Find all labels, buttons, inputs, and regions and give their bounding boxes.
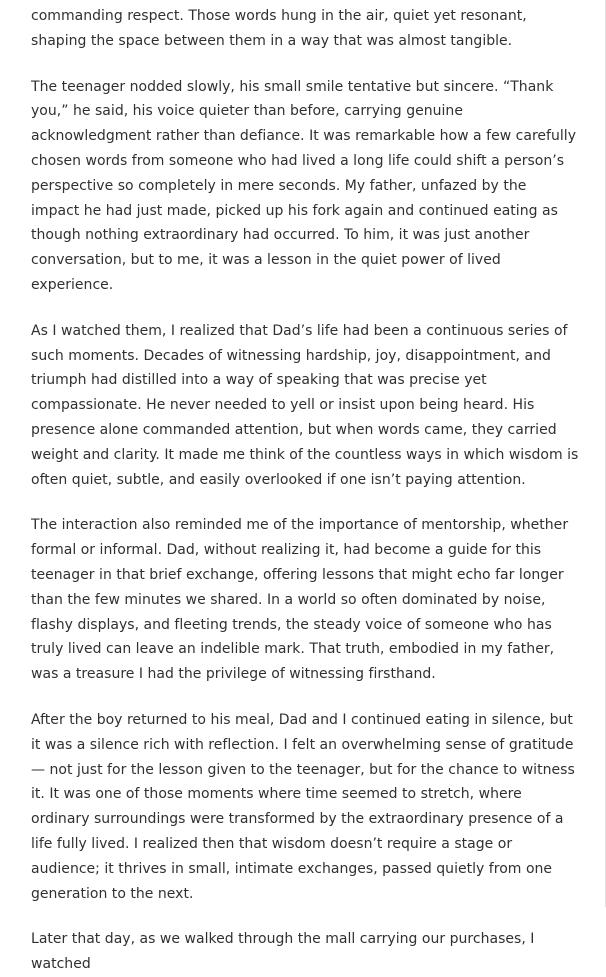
paragraph: As I watched them, I realized that Dad’s life had been a continuous series of such moments. Decades of witnessing hardship, joy, disappointment, and triumph had distilled into a way of speaking that was precise yet compassionate. He never needed to yell or insist upon being heard. His presence alone commanded attention, but when words came, they carried weight and clarity. It made me think of the countless ways in which wisdom is often quiet, subtle, and easily overlooked if one isn’t paying attention.	[31, 322, 579, 488]
paragraph: After the boy returned to his meal, Dad and I continued eating in silence, but it was a silence rich with reflection. I felt an overwhelming sense of gratitude — not just for the lesson given to the teenager, but for the chance to witness it. It was one of those moments where time seemed to stretch, where ordinary surroundings were transformed by the extraordinary presence of a life fully lived. I realized then that wisdom doesn’t require a stage or audience; it thrives in small, intimate exchanges, passed quietly from one generation to the next.	[31, 711, 575, 902]
paragraph: commanding respect. Those words hung in the air, quiet yet resonant, shaping the space between them in a way that was almost tangible.	[31, 8, 527, 49]
paragraph: The interaction also reminded me of the importance of mentorship, whether formal or informal. Dad, without realizing it, had become a guide for this teenager in that brief exchange, offering lessons that might echo far longer than the few minutes we shared. In a world so often dominated by noise, flashy displays, and fleeting trends, the steady voice of someone who has truly lived can leave an indelible mark. That truth, embodied in my father, was a treasure I had the privilege of witnessing firsthand.	[31, 517, 569, 683]
paragraph: Later that day, as we walked through the mall carrying our purchases, I watched	[31, 931, 535, 973]
article-body	[31, 4, 579, 977]
paragraph: The teenager nodded slowly, his small smile tentative but sincere. “Thank you,” he said, his voice quieter than before, carrying genuine acknowledgment rather than defiance. It was remarkable how a few carefully chosen words from someone who had lived a long life could shift a person’s perspective so completely in mere seconds. My father, unfazed by the impact he had just made, picked up his fork again and continued eating as though nothing extraordinary had occurred. To him, it was just another conversation, but to me, it was a lesson in the quiet power of lived experience.	[31, 78, 577, 293]
